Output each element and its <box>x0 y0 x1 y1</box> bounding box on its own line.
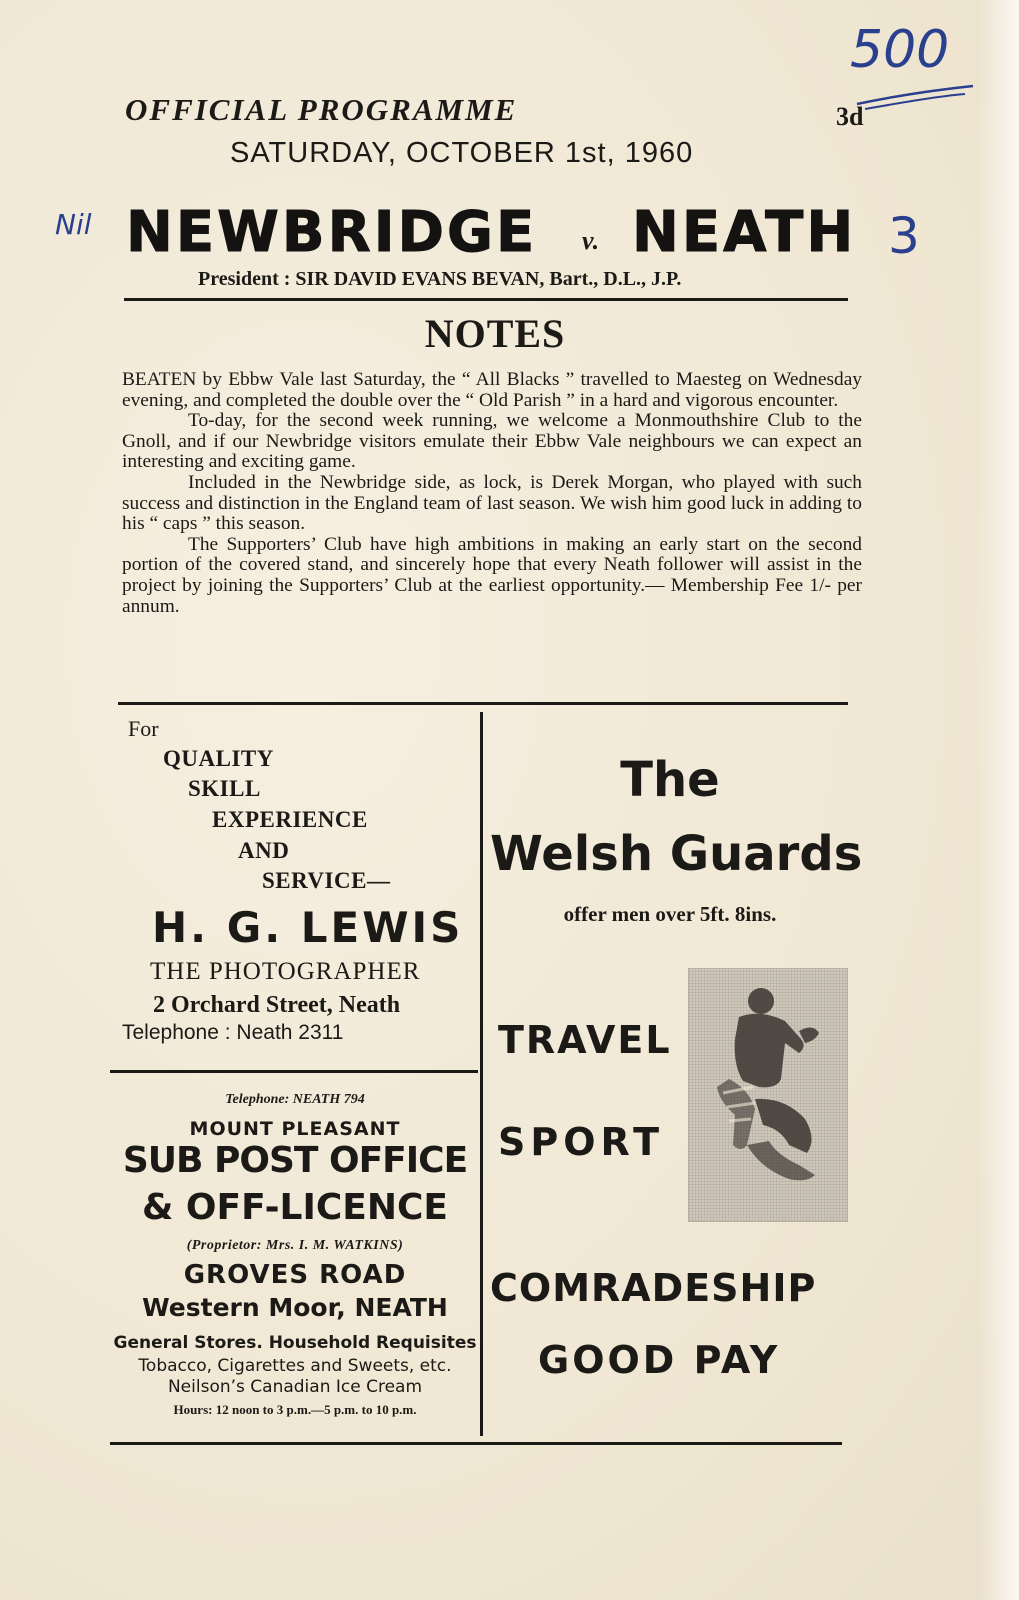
post-office-line1: MOUNT PLEASANT <box>189 1118 401 1140</box>
handwritten-strike <box>855 82 975 112</box>
handwritten-away-score: 3 <box>888 207 920 265</box>
handwritten-number: 500 <box>850 20 950 80</box>
post-office-road: GROVES ROAD <box>183 1260 407 1290</box>
versus: v. <box>582 226 600 255</box>
photographer-name: H. G. LEWIS <box>152 903 464 952</box>
notes-paragraph: BEATEN by Ebbw Vale last Saturday, the “ All Blacks ” travelled to Maesteg on Wednesday evening, and completed the double over the “ Old Parish ” in a hard and vigorous encounter. <box>122 369 862 411</box>
fixture <box>126 200 886 270</box>
divider <box>110 1070 478 1073</box>
ad-line-and: AND <box>238 838 290 863</box>
post-office-goods: Tobacco, Cigarettes and Sweets, etc. <box>138 1356 452 1376</box>
home-team: NEWBRIDGE <box>126 200 538 265</box>
photographer-trade: THE PHOTOGRAPHER <box>150 958 421 985</box>
ad-line-service: SERVICE— <box>262 868 391 893</box>
away-team: NEATH <box>632 200 857 265</box>
paper-edge <box>979 0 1019 1600</box>
ad-line-quality: QUALITY <box>163 746 274 771</box>
rugby-player-photo <box>688 968 848 1222</box>
post-office-line2: SUB POST OFFICE <box>122 1140 468 1181</box>
divider <box>124 298 848 301</box>
handwritten-home-score: Nil <box>55 208 92 241</box>
notes-paragraph: To-day, for the second week running, we welcome a Monmouthshire Club to the Gnoll, and if our Newbridge visitors emulate their Ebbw Vale neighbours we can expect an interesting and exciting game. <box>122 410 862 473</box>
photographer-telephone: Telephone : Neath 2311 <box>122 1021 344 1044</box>
rugby-player-illustration <box>689 969 847 1221</box>
divider <box>118 702 848 705</box>
welsh-guards-pay: GOOD PAY <box>538 1338 781 1382</box>
post-office-proprietor: (Proprietor: Mrs. I. M. WATKINS) <box>186 1238 404 1253</box>
column-divider <box>480 712 483 1436</box>
photographer-address: 2 Orchard Street, Neath <box>153 992 401 1018</box>
welsh-guards-title: Welsh Guards <box>490 826 863 882</box>
divider <box>110 1442 842 1445</box>
match-date: SATURDAY, OCTOBER 1st, 1960 <box>230 137 694 169</box>
post-office-hours: Hours: 12 noon to 3 p.m.—5 p.m. to 10 p.m. <box>173 1402 417 1417</box>
post-office-line3: & OFF-LICENCE <box>141 1187 449 1228</box>
post-office-telephone: Telephone: NEATH 794 <box>225 1092 365 1107</box>
post-office-town: Western Moor, NEATH <box>142 1293 448 1322</box>
ad-line-skill: SKILL <box>188 776 261 801</box>
president-line: President : SIR DAVID EVANS BEVAN, Bart., D.L., J.P. <box>198 268 682 290</box>
welsh-guards-offer: offer men over 5ft. 8ins. <box>563 902 777 926</box>
welsh-guards-the: The <box>620 752 720 808</box>
welsh-guards-sport: SPORT <box>498 1120 664 1164</box>
programme-title: OFFICIAL PROGRAMME <box>125 92 518 127</box>
notes-paragraph: The Supporters’ Club have high ambitions in making an early start on the second portion of the covered stand, and sincerely hope that every Neath follower will assist in the project by joining the Supporters’ Club at the earliest opportunity.— Membership Fee 1/- per annum. <box>122 533 862 617</box>
notes-heading: NOTES <box>424 311 566 356</box>
post-office-stores: General Stores. Household Requisites <box>113 1333 477 1353</box>
welsh-guards-comradeship: COMRADESHIP <box>490 1266 817 1310</box>
welsh-guards-travel: TRAVEL <box>498 1018 672 1062</box>
notes-body <box>122 370 862 617</box>
post-office-ice-cream: Neilson’s Canadian Ice Cream <box>167 1377 423 1397</box>
price: 3d <box>836 102 864 131</box>
ad-line-experience: EXPERIENCE <box>212 807 368 832</box>
notes-paragraph: Included in the Newbridge side, as lock, is Derek Morgan, who played with such success and distinction in the England team of last season. We wish him good luck in adding to his “ caps ” this season. <box>122 471 862 535</box>
ad-for: For <box>128 716 159 741</box>
